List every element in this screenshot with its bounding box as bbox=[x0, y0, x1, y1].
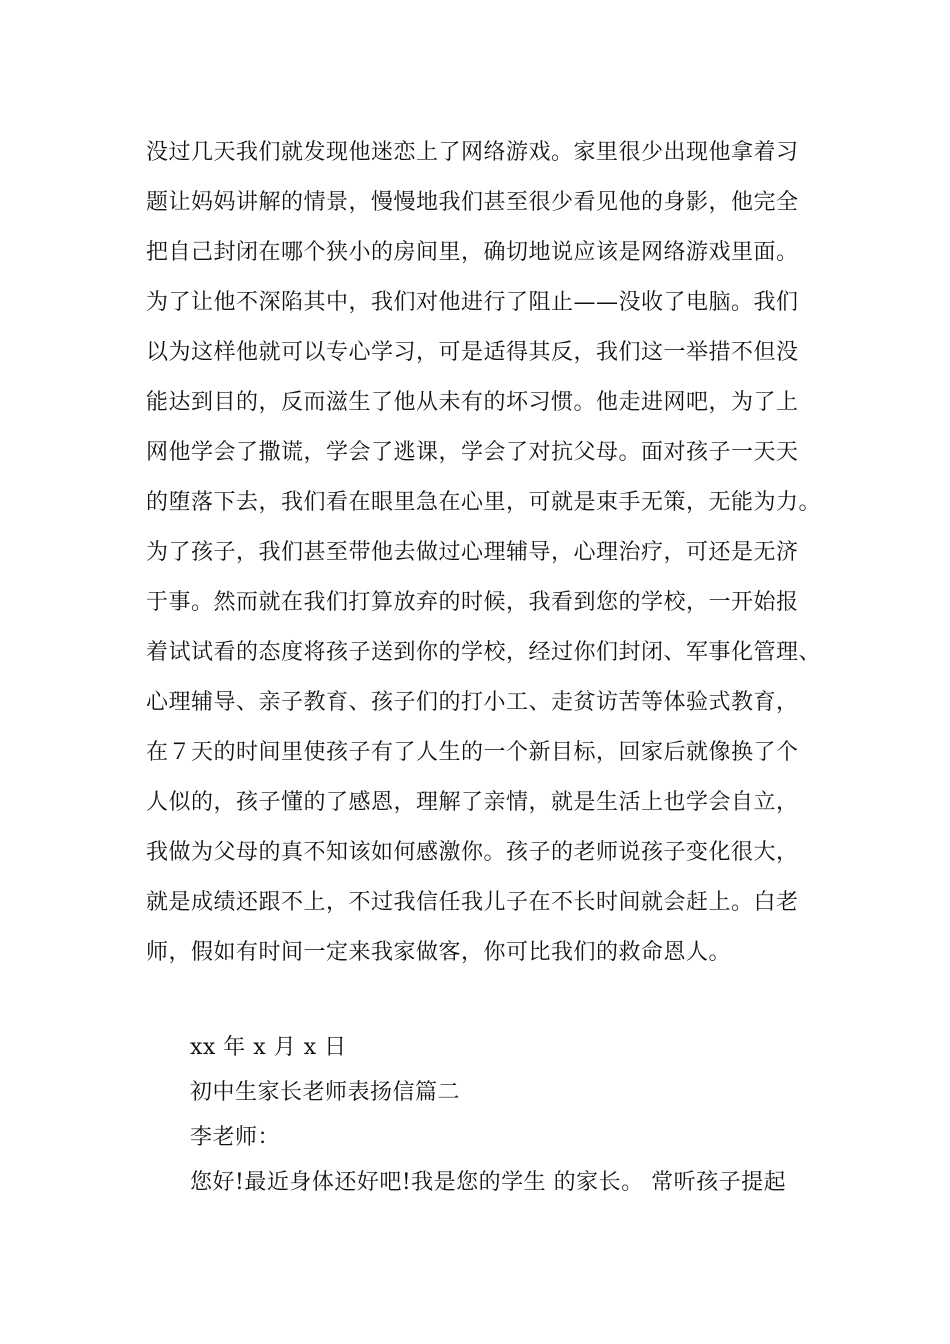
body-line: 的堕落下去，我们看在眼里急在心里，可就是束手无策，无能为力。 bbox=[146, 490, 822, 515]
body-line: 师，假如有时间一定来我家做客，你可比我们的救命恩人。 bbox=[146, 940, 732, 965]
body-line: 在７天的时间里使孩子有了人生的一个新目标，回家后就像换了个 bbox=[146, 740, 799, 765]
body-line: 人似的，孩子懂的了感恩，理解了亲情，就是生活上也学会自立， bbox=[146, 790, 799, 815]
body-line: 为了孩子，我们甚至带他去做过心理辅导，心理治疗，可还是无济 bbox=[146, 540, 799, 565]
body-line: 以为这样他就可以专心学习，可是适得其反，我们这一举措不但没 bbox=[146, 340, 799, 365]
body-line: 我做为父母的真不知该如何感激你。孩子的老师说孩子变化很大， bbox=[146, 840, 799, 865]
salutation: 李老师： bbox=[190, 1125, 281, 1150]
body-line: 于事。然而就在我们打算放弃的时候，我看到您的学校，一开始报 bbox=[146, 590, 799, 615]
letter-tail bbox=[190, 1025, 850, 1205]
letter-body bbox=[146, 128, 846, 978]
body-line: 把自己封闭在哪个狭小的房间里，确切地说应该是网络游戏里面。 bbox=[146, 240, 799, 265]
section-title: 初中生家长老师表扬信篇二 bbox=[190, 1080, 461, 1105]
body-line: 心理辅导、亲子教育、孩子们的打小工、走贫访苦等体验式教育， bbox=[146, 690, 799, 715]
body-line: 网他学会了撒谎，学会了逃课，学会了对抗父母。面对孩子一天天 bbox=[146, 440, 799, 465]
body-line: 为了让他不深陷其中，我们对他进行了阻止——没收了电脑。我们 bbox=[146, 290, 799, 315]
body-line: 就是成绩还跟不上，不过我信任我儿子在不长时间就会赶上。白老 bbox=[146, 890, 799, 915]
body-line: 题让妈妈讲解的情景，慢慢地我们甚至很少看见他的身影，他完全 bbox=[146, 190, 799, 215]
body-line: 能达到目的，反而滋生了他从未有的坏习惯。他走进网吧，为了上 bbox=[146, 390, 799, 415]
body-line: 着试试看的态度将孩子送到你的学校，经过你们封闭、军事化管理、 bbox=[146, 640, 822, 665]
opening-line: 您好!最近身体还好吧!我是您的学生 的家长。 常听孩子提起 bbox=[190, 1170, 787, 1195]
letter-date: xx 年 x 月 x 日 bbox=[190, 1035, 347, 1060]
body-line: 没过几天我们就发现他迷恋上了网络游戏。家里很少出现他拿着习 bbox=[146, 140, 799, 165]
